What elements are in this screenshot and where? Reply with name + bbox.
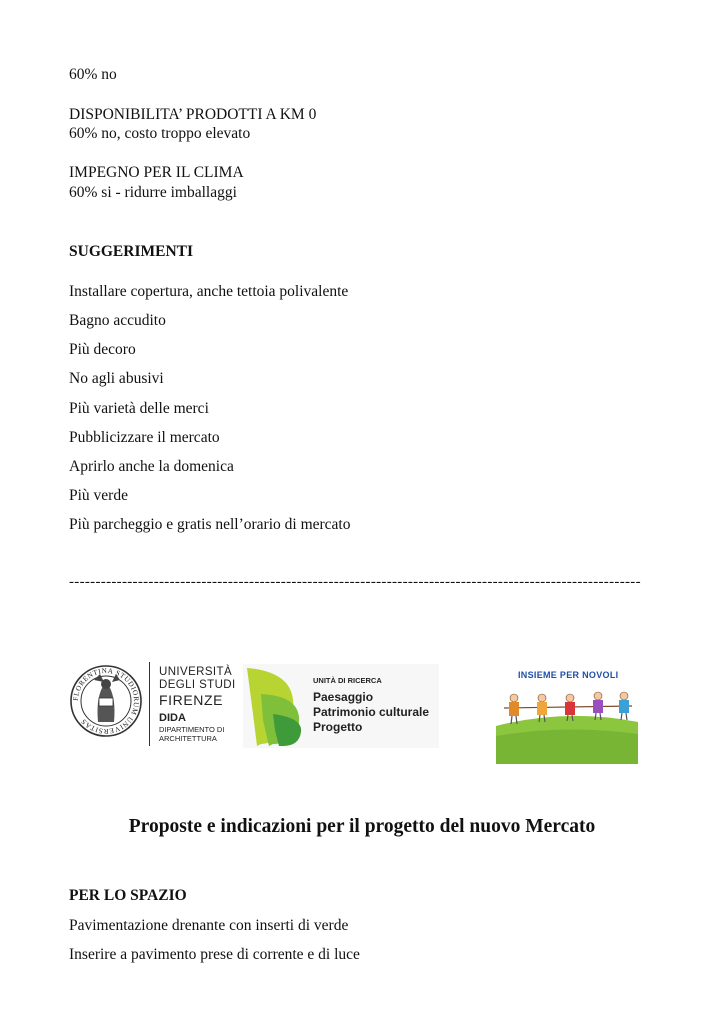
ricerca-logo: [243, 664, 439, 748]
suggestion-item: Bagno accudito: [69, 312, 166, 329]
children-holding-hands-icon: [496, 664, 638, 764]
section-heading: PER LO SPAZIO: [69, 887, 187, 904]
suggestion-item: Installare copertura, anche tettoia polivalente: [69, 283, 349, 300]
response-line: 60% no: [69, 66, 117, 83]
logo-divider: [149, 662, 150, 746]
insieme-title: INSIEME PER NOVOLI: [518, 670, 619, 680]
suggestion-item: Pubblicizzare il mercato: [69, 429, 220, 446]
ricerca-line-paesaggio: Paesaggio: [313, 690, 374, 704]
response-line: 60% no, costo troppo elevato: [69, 125, 251, 142]
suggestions-heading: SUGGERIMENTI: [69, 243, 194, 260]
leaf-graphic-icon: [243, 664, 305, 748]
unifi-line-studi: DEGLI STUDI: [159, 679, 236, 691]
unifi-line-universita: UNIVERSITÀ: [159, 666, 233, 678]
ricerca-line-progetto: Progetto: [313, 720, 363, 734]
unifi-line-architettura: ARCHITETTURA: [159, 734, 217, 743]
proposal-title: Proposte e indicazioni per il progetto del nuovo Mercato: [128, 816, 596, 837]
question-clima: IMPEGNO PER IL CLIMA: [69, 164, 244, 181]
suggestion-item: Più decoro: [69, 341, 136, 358]
ricerca-line-unita: UNITÀ DI RICERCA: [313, 676, 382, 685]
insieme-per-novoli-logo: [496, 664, 638, 764]
unifi-line-firenze: FIRENZE: [159, 692, 224, 708]
proposal-item: Inserire a pavimento prese di corrente e di luce: [69, 946, 360, 963]
proposal-item: Pavimentazione drenante con inserti di verde: [69, 917, 349, 934]
response-line: 60% si - ridurre imballaggi: [69, 184, 237, 201]
dashed-separator: ------------------------------------------------------------------------------------------------------------: [69, 574, 641, 590]
suggestion-item: Più varietà delle merci: [69, 400, 209, 417]
suggestion-item: No agli abusivi: [69, 370, 164, 387]
suggestion-item: Aprirlo anche la domenica: [69, 458, 234, 475]
unifi-wordmark: [159, 666, 236, 743]
question-km0: DISPONIBILITA’ PRODOTTI A KM 0: [69, 106, 317, 123]
ricerca-line-patrimonio: Patrimonio culturale: [313, 705, 430, 719]
seal-text: FLORENTINA STUDIORUM UNIVERSITAS: [71, 666, 141, 736]
suggestion-item: Più verde: [69, 487, 128, 504]
unifi-line-dida: DIDA: [159, 712, 186, 724]
suggestion-item: Più parcheggio e gratis nell’orario di mercato: [69, 516, 351, 533]
unifi-seal-icon: [68, 660, 148, 746]
unifi-line-dipartimento: DIPARTIMENTO DI: [159, 725, 225, 734]
